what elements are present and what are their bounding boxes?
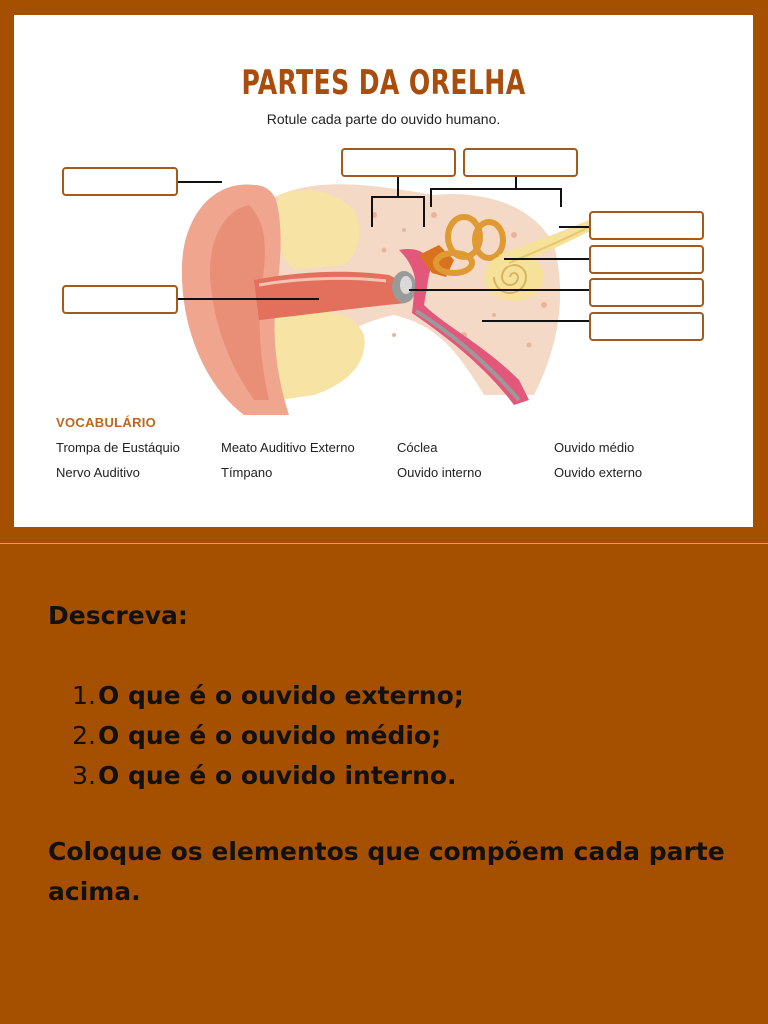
vocabulary-heading: VOCABULÁRIO (56, 415, 157, 430)
questions-heading: Descreva: (48, 601, 188, 630)
vocab-word: Ouvido interno (397, 465, 482, 480)
vocab-word: Tímpano (221, 465, 273, 480)
question-item (48, 716, 728, 756)
question-item (48, 756, 728, 796)
vocab-word: Trompa de Eustáquio (56, 440, 180, 455)
worksheet-title: PARTES DA ORELHA (241, 63, 526, 103)
label-box-right-2[interactable] (589, 245, 704, 274)
vocab-word: Ouvido médio (554, 440, 635, 455)
divider (0, 543, 768, 544)
label-box-pinna[interactable] (62, 167, 178, 196)
question-text: O que é o ouvido médio; (98, 721, 442, 750)
vocab-word: Cóclea (397, 440, 438, 455)
label-box-right-4[interactable] (589, 312, 704, 341)
question-list (48, 676, 728, 796)
vocab-word: Meato Auditivo Externo (221, 440, 355, 455)
question-number: 2. (72, 721, 96, 750)
vocab-word: Ouvido externo (554, 465, 643, 480)
label-box-right-1[interactable] (589, 211, 704, 240)
question-block (48, 596, 728, 912)
label-box-right-3[interactable] (589, 278, 704, 307)
questions-footer: Coloque os elementos que compõem cada parte acima. (48, 837, 725, 906)
worksheet-image (14, 15, 753, 527)
label-box-top-left[interactable] (341, 148, 456, 177)
question-item (48, 676, 728, 716)
vocab-word: Nervo Auditivo (56, 465, 140, 480)
cartilage-lower (271, 310, 365, 400)
question-number: 3. (72, 761, 96, 790)
question-text: O que é o ouvido externo; (98, 681, 464, 710)
label-box-ear-canal[interactable] (62, 285, 178, 314)
worksheet-subtitle: Rotule cada parte do ouvido humano. (266, 111, 501, 127)
question-text: O que é o ouvido interno. (98, 761, 457, 790)
label-box-top-right[interactable] (463, 148, 578, 177)
question-number: 1. (72, 681, 96, 710)
